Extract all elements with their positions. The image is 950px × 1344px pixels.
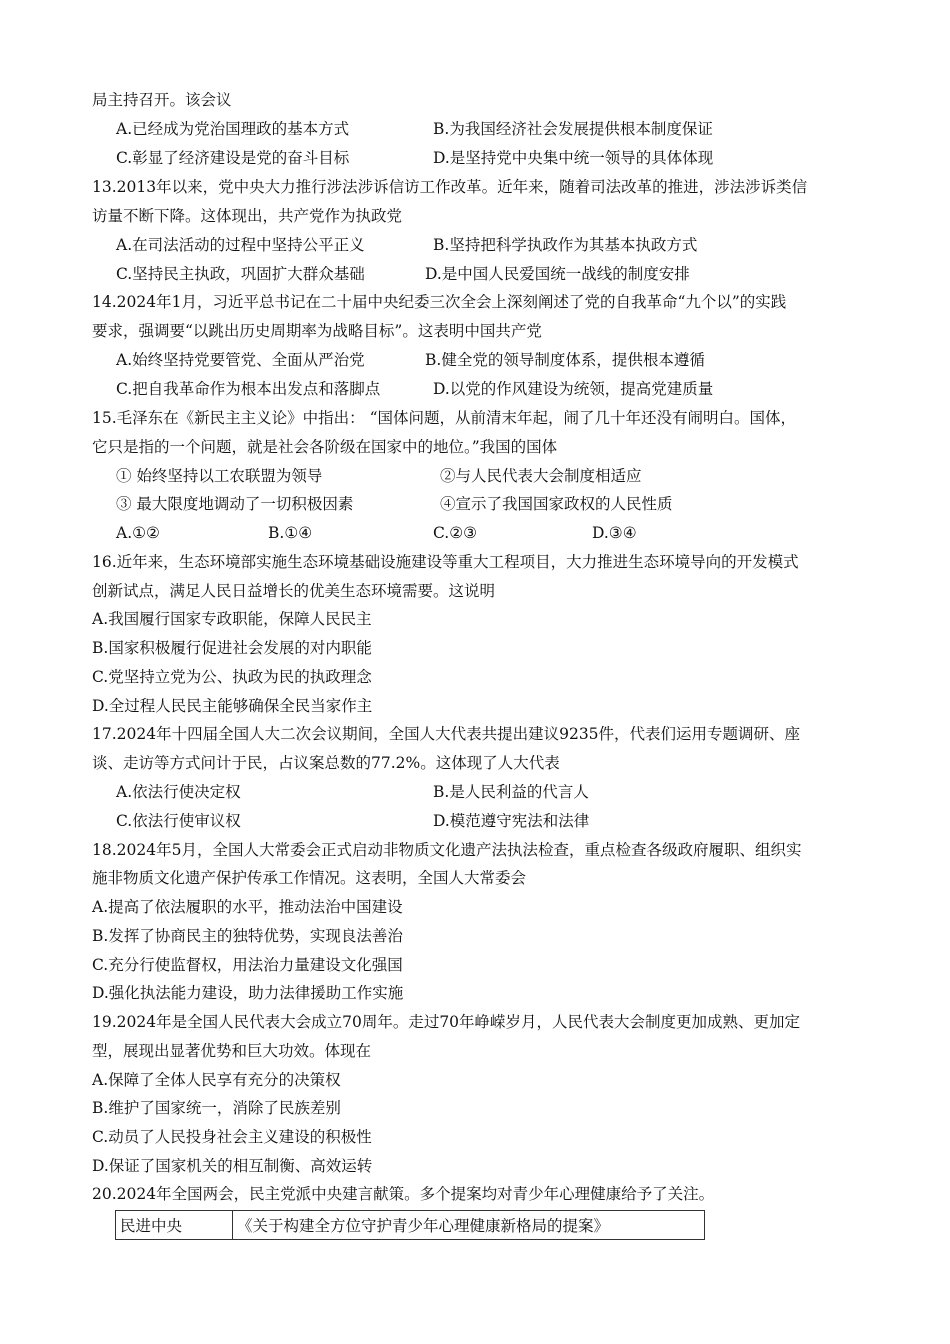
q12-option-d: D.是坚持党中央集中统一领导的具体体现 bbox=[433, 149, 714, 167]
q13-stem-line1: 13.2013年以来，党中央大力推行涉法涉诉信访工作改革。近年来，随着司法改革的推进，涉法涉诉类信 bbox=[92, 178, 808, 196]
q14-stem-line1: 14.2024年1月，习近平总书记在二十届中央纪委三次全会上深刻阐述了党的自我革命“九个以”的实践 bbox=[92, 293, 787, 311]
q14-option-c: C.把自我革命作为根本出发点和落脚点 bbox=[116, 380, 381, 398]
q17-option-b: B.是人民利益的代言人 bbox=[433, 783, 589, 801]
q13-option-c: C.坚持民主执政，巩固扩大群众基础 bbox=[116, 265, 365, 283]
q17-stem-line1: 17.2024年十四届全国人大二次会议期间，全国人大代表共提出建议9235件，代表们运用专题调研、座 bbox=[92, 725, 801, 743]
q13-option-d: D.是中国人民爱国统一战线的制度安排 bbox=[425, 265, 690, 283]
q19-option-d: D.保证了国家机关的相互制衡、高效运转 bbox=[92, 1157, 373, 1175]
q14-option-d: D.以党的作风建设为统领，提高党建质量 bbox=[433, 380, 714, 398]
q15-option-c: C.②③ bbox=[433, 524, 478, 542]
q19-option-a: A.保障了全体人民享有充分的决策权 bbox=[92, 1071, 341, 1089]
table-row bbox=[116, 1211, 705, 1240]
q12-stem-tail: 局主持召开。该会议 bbox=[92, 91, 232, 109]
q12-option-a: A.已经成为党治国理政的基本方式 bbox=[116, 120, 350, 138]
q15-stem-line1: 15.毛泽东在《新民主主义论》中指出： “国体问题，从前清末年起，闹了几十年还没有闹明白。国体， bbox=[92, 409, 797, 427]
q18-option-c: C.充分行使监督权，用法治力量建设文化强国 bbox=[92, 956, 403, 974]
q15-statement-2: ②与人民代表大会制度相适应 bbox=[440, 467, 642, 485]
q16-stem-line2: 创新试点，满足人民日益增长的优美生态环境需要。这说明 bbox=[92, 582, 496, 600]
q18-option-a: A.提高了依法履职的水平，推动法治中国建设 bbox=[92, 898, 403, 916]
q13-option-b: B.坚持把科学执政作为其基本执政方式 bbox=[433, 236, 698, 254]
q19-stem-line2: 型，展现出显著优势和巨大功效。体现在 bbox=[92, 1042, 372, 1060]
q18-option-d: D.强化执法能力建设，助力法律援助工作实施 bbox=[92, 984, 404, 1002]
q17-option-a: A.依法行使决定权 bbox=[116, 783, 241, 801]
q17-stem-line2: 谈、走访等方式问计于民，占议案总数的77.2%。这体现了人大代表 bbox=[92, 754, 560, 772]
q16-option-d: D.全过程人民民主能够确保全民当家作主 bbox=[92, 697, 373, 715]
q15-statement-4: ④宣示了我国国家政权的人民性质 bbox=[440, 495, 673, 513]
q13-option-a: A.在司法活动的过程中坚持公平正义 bbox=[116, 236, 365, 254]
q18-option-b: B.发挥了协商民主的独特优势，实现良法善治 bbox=[92, 927, 403, 945]
q16-option-c: C.党坚持立党为公、执政为民的执政理念 bbox=[92, 668, 372, 686]
q16-option-b: B.国家积极履行促进社会发展的对内职能 bbox=[92, 639, 372, 657]
q15-option-a: A.①② bbox=[116, 524, 160, 542]
q17-option-c: C.依法行使审议权 bbox=[116, 812, 241, 830]
q15-option-b: B.①④ bbox=[268, 524, 313, 542]
proposal-cell: 《关于构建全方位守护青少年心理健康新格局的提案》 bbox=[233, 1211, 705, 1240]
q14-option-a: A.始终坚持党要管党、全面从严治党 bbox=[116, 351, 365, 369]
q12-option-c: C.彰显了经济建设是党的奋斗目标 bbox=[116, 149, 350, 167]
q15-statement-1: ① 始终坚持以工农联盟为领导 bbox=[116, 467, 323, 485]
q18-stem-line1: 18.2024年5月，全国人大常委会正式启动非物质文化遗产法执法检查，重点检查各级政府履职、组织实 bbox=[92, 841, 802, 859]
q15-stem-line2: 它只是指的一个问题，就是社会各阶级在国家中的地位。”我国的国体 bbox=[92, 438, 558, 456]
q20-stem-line1: 20.2024年全国两会，民主党派中央建言献策。多个提案均对青少年心理健康给予了关注。 bbox=[92, 1185, 715, 1203]
q17-option-d: D.模范遵守宪法和法律 bbox=[433, 812, 590, 830]
q15-statement-3: ③ 最大限度地调动了一切积极因素 bbox=[116, 495, 354, 513]
q20-proposal-table bbox=[115, 1210, 705, 1240]
q19-option-b: B.维护了国家统一，消除了民族差别 bbox=[92, 1099, 341, 1117]
q13-stem-line2: 访量不断下降。这体现出，共产党作为执政党 bbox=[92, 207, 403, 225]
q19-option-c: C.动员了人民投身社会主义建设的积极性 bbox=[92, 1128, 372, 1146]
q16-stem-line1: 16.近年来，生态环境部实施生态环境基础设施建设等重大工程项目，大力推进生态环境导向的开发模式 bbox=[92, 553, 799, 571]
q14-stem-line2: 要求，强调要“以跳出历史周期率为战略目标”。这表明中国共产党 bbox=[92, 322, 542, 340]
q16-option-a: A.我国履行国家专政职能，保障人民民主 bbox=[92, 610, 372, 628]
q14-option-b: B.健全党的领导制度体系，提供根本遵循 bbox=[425, 351, 705, 369]
party-cell: 民进中央 bbox=[116, 1211, 233, 1240]
q15-option-d: D.③④ bbox=[592, 524, 637, 542]
q19-stem-line1: 19.2024年是全国人民代表大会成立70周年。走过70年峥嵘岁月，人民代表大会制度更加成熟、更加定 bbox=[92, 1013, 801, 1031]
q12-option-b: B.为我国经济社会发展提供根本制度保证 bbox=[433, 120, 713, 138]
q18-stem-line2: 施非物质文化遗产保护传承工作情况。这表明，全国人大常委会 bbox=[92, 869, 527, 887]
